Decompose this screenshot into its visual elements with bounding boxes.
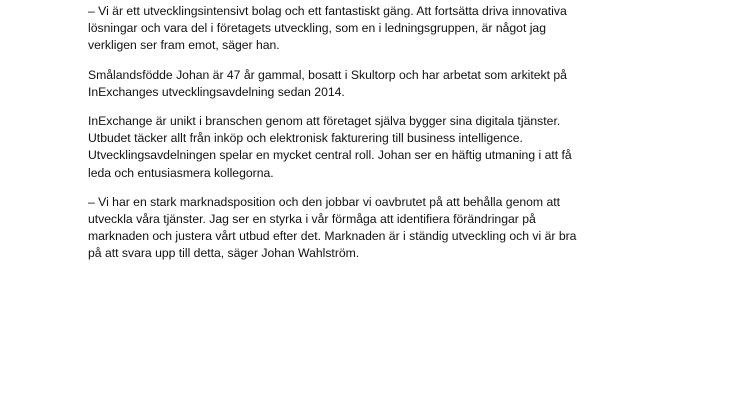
- paragraph-line: på att svara upp till detta, säger Johan Wahlström.: [88, 246, 360, 261]
- document-body: [88, 3, 658, 275]
- paragraph-line: marknaden och justera vårt utbud efter det. Marknaden är i ständig utveckling och vi är bra: [88, 229, 577, 244]
- paragraph-line: Utvecklingsavdelningen spelar en mycket central roll. Johan ser en häftig utmaning i att få: [88, 148, 572, 163]
- paragraph-company: [88, 113, 658, 182]
- paragraph-line: lösningar och vara del i företagets utveckling, som en i ledningsgruppen, är något jag: [88, 21, 546, 36]
- paragraph-line: – Vi har en stark marknadsposition och den jobbar vi oavbrutet på att behålla genom att: [88, 194, 560, 209]
- paragraph-line: InExchange är unikt i branschen genom att företaget själva bygger sina digitala tjänster.: [88, 114, 561, 129]
- paragraph-line: – Vi är ett utvecklingsintensivt bolag och ett fantastiskt gäng. Att fortsätta driva innovativa: [88, 4, 567, 18]
- paragraph-quote-closing: [88, 194, 658, 263]
- paragraph-biography: [88, 67, 658, 101]
- paragraph-line: leda och entusiasmera kollegorna.: [88, 165, 274, 180]
- paragraph-line: InExchanges utvecklingsavdelning sedan 2014.: [88, 84, 345, 99]
- paragraph-line: verkligen ser fram emot, säger han.: [88, 38, 280, 53]
- paragraph-quote-intro: [88, 3, 658, 55]
- paragraph-line: Utbudet täcker allt från inköp och elektronisk fakturering till business intelligence.: [88, 131, 523, 146]
- paragraph-line: utveckla våra tjänster. Jag ser en styrka i vår förmåga att identifiera förändringar på: [88, 212, 536, 227]
- paragraph-line: Smålandsfödde Johan är 47 år gammal, bosatt i Skultorp och har arbetat som arkitekt på: [88, 67, 567, 82]
